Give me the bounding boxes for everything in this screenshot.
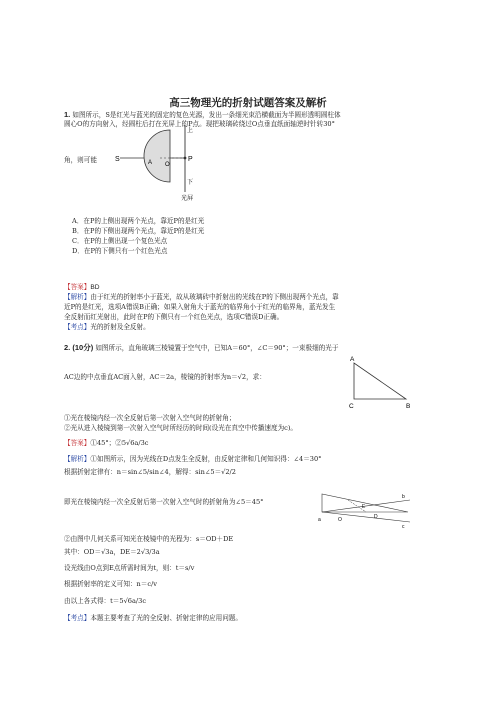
q2-answer <box>64 439 148 448</box>
q2-analysis-line-1 <box>64 455 321 464</box>
q1-point-tag: 【考点】 <box>64 323 91 331</box>
label-p: P <box>188 156 193 163</box>
q2-stem-line-2: AC边的中点垂直AC面入射，AC＝2a，棱镜的折射率为n＝√2，求： <box>64 373 266 381</box>
q1-stem-text-1: 如图所示，S是红光与蓝光的固定的复色光源，发出一条细光束沿横截面为半圆形透明圆柱体 <box>72 111 341 119</box>
q1-analysis-line-2: 近P的是红光，选项A错误B正确；如果入射角大于蓝光的临界角小于红光的临界角，蓝光发生 <box>64 303 336 311</box>
q2-analysis-line-7: 根据折射率的定义可知：n＝c/v <box>64 580 158 588</box>
label-c: C <box>349 403 354 410</box>
label-screen: 光屏 <box>181 196 194 202</box>
q1-answer-value: BD <box>90 284 100 291</box>
q2-stem-line-1 <box>64 343 338 353</box>
q1-option-a: A．在P的上侧出现两个光点，靠近P的是红光 <box>72 217 205 225</box>
q2-answer-value: ①45°；②5√6a/3c <box>90 439 149 447</box>
point-p <box>184 157 187 160</box>
q2-analysis-line-2: 根据折射定律有：n＝sin∠5/sin∠4，解得：sin∠5＝√2/2 <box>64 468 236 476</box>
q2-triangle-figure <box>340 353 420 411</box>
q2-analysis-line-5: 其中：OD＝√3a，DE＝2√3/3a <box>64 548 160 556</box>
label-a: A <box>148 160 153 166</box>
q2-analysis-line-3: 即光在棱镜内经一次全反射后第一次射入空气时的折射角为∠5＝45° <box>64 498 264 506</box>
fig2-label-c: c <box>402 524 405 528</box>
fig2-label-e: E <box>362 504 366 510</box>
q1-analysis-tag: 【解析】 <box>64 293 91 301</box>
q2-ray-figure <box>318 488 414 528</box>
q2-point <box>64 614 242 623</box>
q1-stem-line-3: 角，则可能 <box>64 156 97 164</box>
q1-point <box>64 323 150 332</box>
q1-stem-line-2: 圆心O的方向射入，经圆柱后打在光屏上的P点。现把玻璃砖绕过O点垂直纸面轴逆时针转30° <box>64 120 335 128</box>
q2-analysis-text-1: ①如图所示，因为光线在D点发生全反射，由反射定律和几何知识得：∠4＝30° <box>90 455 322 463</box>
q2-analysis-line-8: 由以上各式得：t＝5√6a/3c <box>64 597 147 605</box>
label-down: 下 <box>187 180 194 186</box>
q2-score: (10分) <box>72 343 94 352</box>
q1-option-b: B．在P的下侧出现两个光点，靠近P的是红光 <box>72 227 205 235</box>
q1-option-d: D．在P的下侧只有一个红色光点 <box>72 247 168 255</box>
q2-stem-text-1: 如图所示，直角玻璃三棱镜置于空气中，已知A＝60°，∠C＝90°；一束极细的光于 <box>95 344 339 352</box>
q1-analysis-line-3: 全反射而红光射出，此时在P的下侧只有一个红色光点，选项C错误D正确。 <box>64 313 284 321</box>
semicircle-glass <box>144 130 170 182</box>
q1-stem-line-1 <box>64 110 341 120</box>
q1-point-text: 光的折射及全反射。 <box>90 323 150 331</box>
fig2-label-o: O <box>338 517 342 523</box>
q2-answer-tag: 【答案】 <box>64 439 91 447</box>
label-o: O <box>165 162 170 168</box>
q1-number: 1. <box>64 110 71 119</box>
page-title: 高三物理光的折射试题答案及解析 <box>169 97 327 109</box>
label-b: B <box>406 403 411 410</box>
q2-analysis-line-6: 设光线由O点到E点所需时间为t，则：t＝s/v <box>64 564 195 572</box>
q2-point-tag: 【考点】 <box>64 614 91 622</box>
label-s: S <box>115 156 120 163</box>
fig2-label-b: b <box>402 494 405 500</box>
q1-figure <box>110 120 230 202</box>
label-up: 上 <box>187 128 194 134</box>
fig2-label-a: a <box>318 517 321 523</box>
q1-answer <box>64 283 100 292</box>
q2-analysis-line-4: ②由图中几何关系可知光在棱镜中的光程为：s＝OD＋DE <box>64 535 234 543</box>
label-a: A <box>350 356 355 363</box>
q1-analysis-line-1 <box>64 293 339 302</box>
q1-answer-tag: 【答案】 <box>64 283 91 291</box>
q2-point-text: 本题主要考查了光的全反射、折射定律的应用问题。 <box>90 614 243 622</box>
ray-line-2 <box>322 512 410 522</box>
fig2-label-d: D <box>374 514 378 520</box>
q2-sub-question-2: ②光从进入棱镜到第一次射入空气时所经历的时间(设光在真空中传播速度为c)。 <box>64 424 298 432</box>
triangle-prism <box>354 363 406 399</box>
q1-option-c: C．在P的上侧出现一个复色光点 <box>72 237 168 245</box>
q1-analysis-text-1: 由于红光的折射率小于蓝光，故从玻璃砖中折射出的光线在P的下侧出现两个光点，靠 <box>90 293 339 301</box>
q2-analysis-tag: 【解析】 <box>64 455 91 463</box>
q2-number: 2. <box>64 343 71 352</box>
q2-sub-question-1: ①光在棱镜内经一次全反射后第一次射入空气时的折射角； <box>64 414 236 422</box>
ray-line-1 <box>322 500 410 512</box>
